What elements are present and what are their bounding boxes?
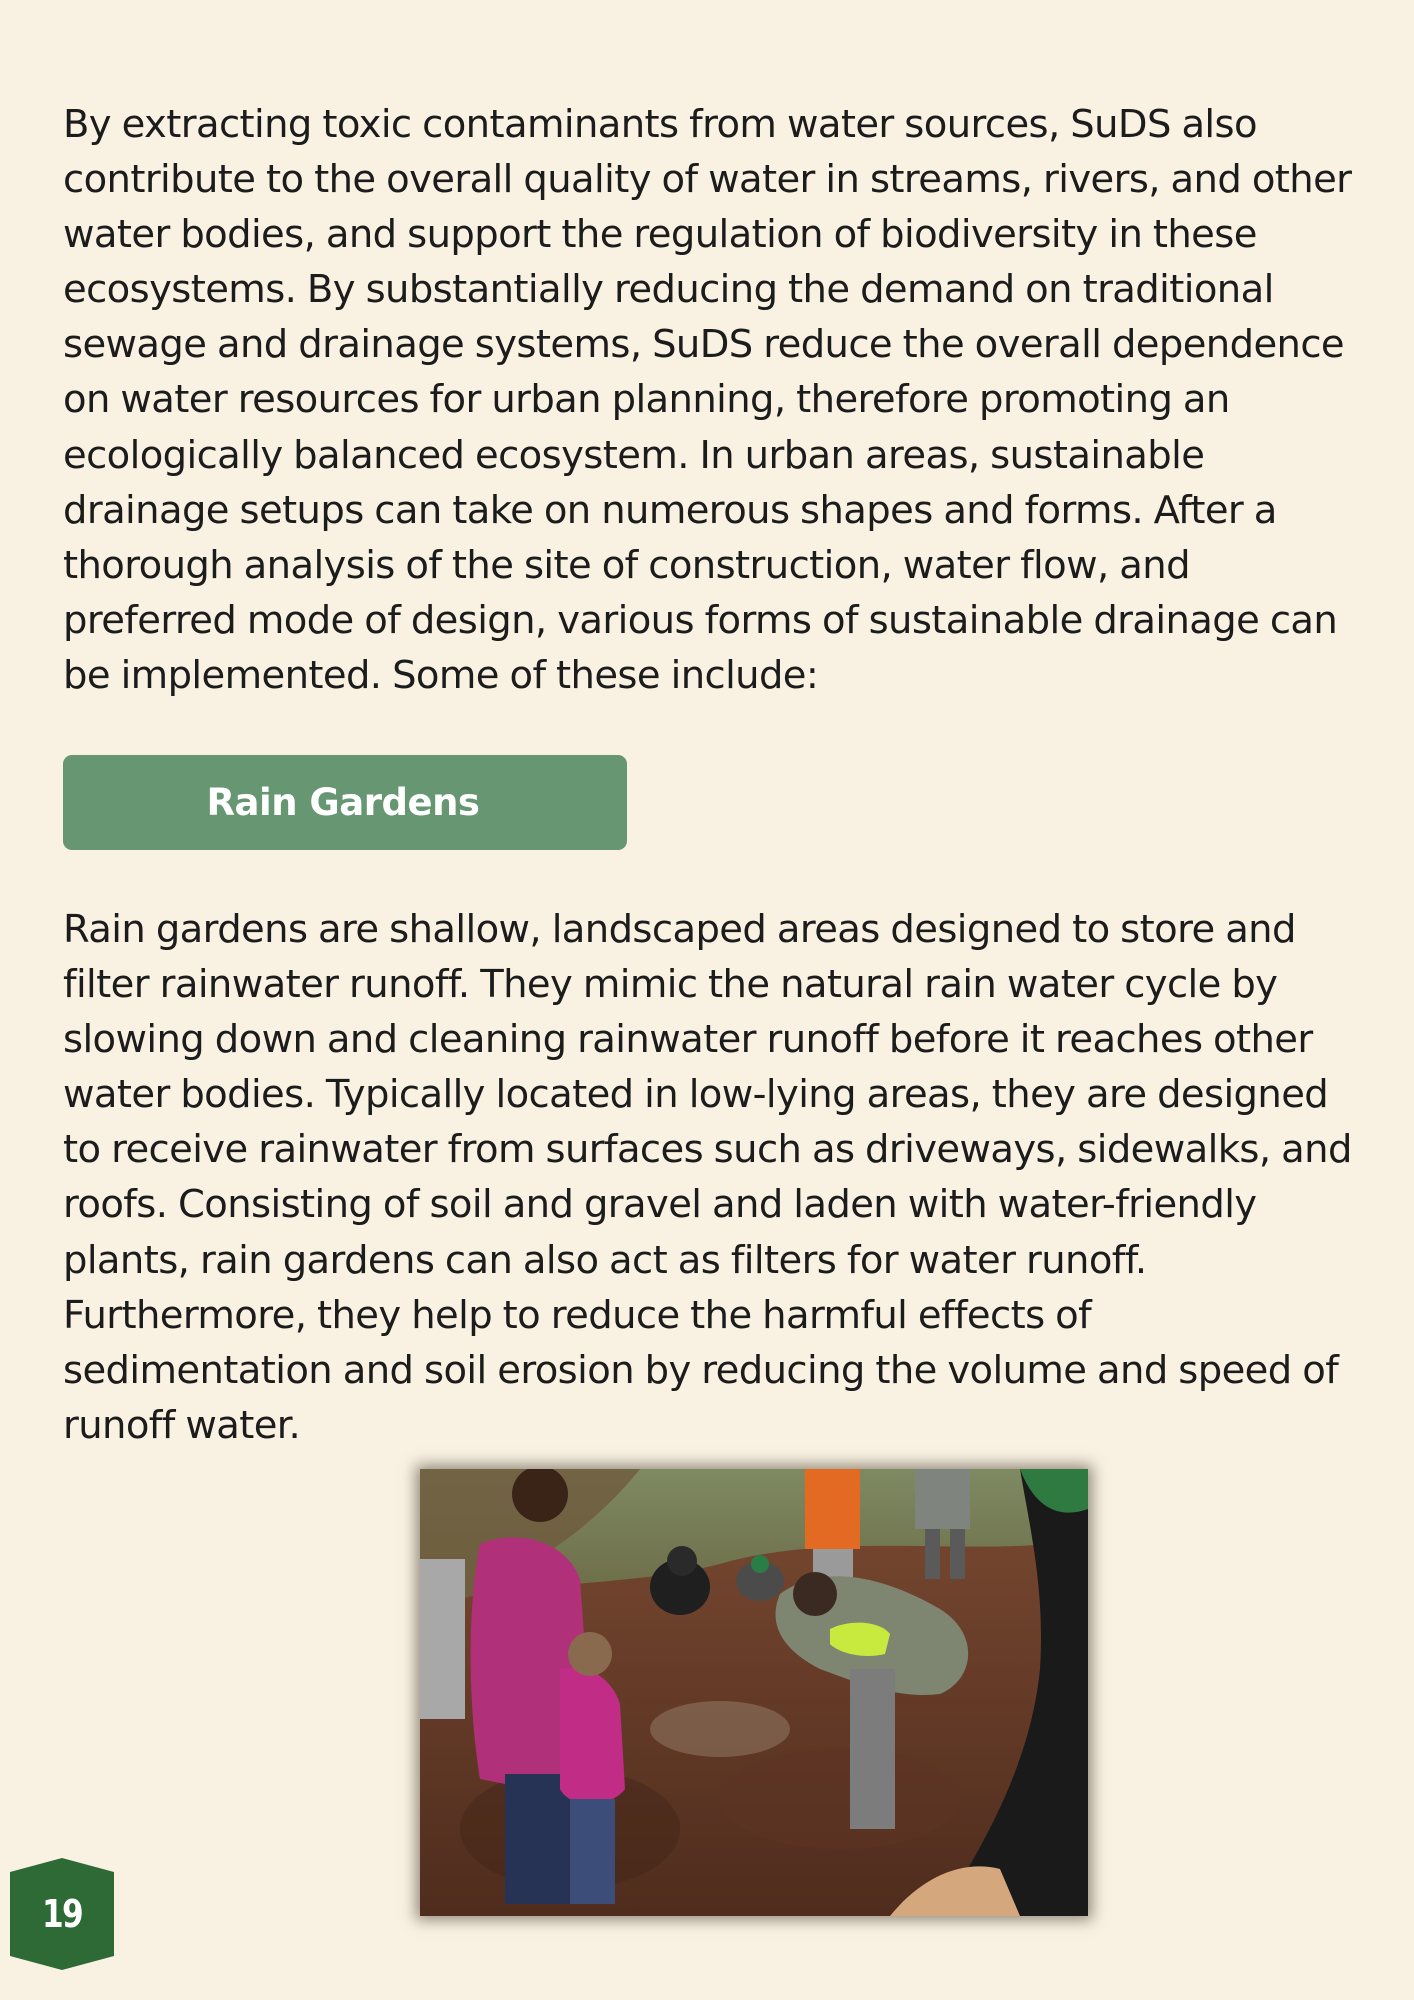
rain-garden-photo-illustration (420, 1469, 1088, 1916)
page-number: 19 (41, 1892, 83, 1936)
rain-garden-photo (420, 1469, 1088, 1916)
page-number-badge (10, 1858, 114, 1970)
rain-gardens-paragraph: Rain gardens are shallow, landscaped areas designed to store and filter rainwater runoff. They mimic the natural rain water cycle by slowing down and cleaning rainwater runoff before it reaches other water bodies. Typically located in low-lying areas, they are designed to receive rainwater from surfaces such as driveways, sidewalks, and roofs. Consisting of soil and gravel and laden with water-friendly plants, rain gardens can also act as filters for water runoff. Furthermore, they help to reduce the harmful effects of sedimentation and soil erosion by reducing the volume and speed of runoff water. (63, 907, 1352, 1448)
intro-paragraph: By extracting toxic contaminants from water sources, SuDS also contribute to the overall quality of water in streams, rivers, and other water bodies, and support the regulation of biodiversity in these ecosystems. By substantially reducing the demand on traditional sewage and drainage systems, SuDS reduce the overall dependence on water resources for urban planning, therefore promoting an ecologically balanced ecosystem. In urban areas, sustainable drainage setups can take on numerous shapes and forms. After a thorough analysis of the site of construction, water flow, and preferred mode of design, various forms of sustainable drainage can be implemented. Some of these include: (63, 102, 1352, 698)
rain-gardens-heading-label: Rain Gardens (206, 781, 480, 824)
rain-gardens-heading (63, 755, 627, 850)
